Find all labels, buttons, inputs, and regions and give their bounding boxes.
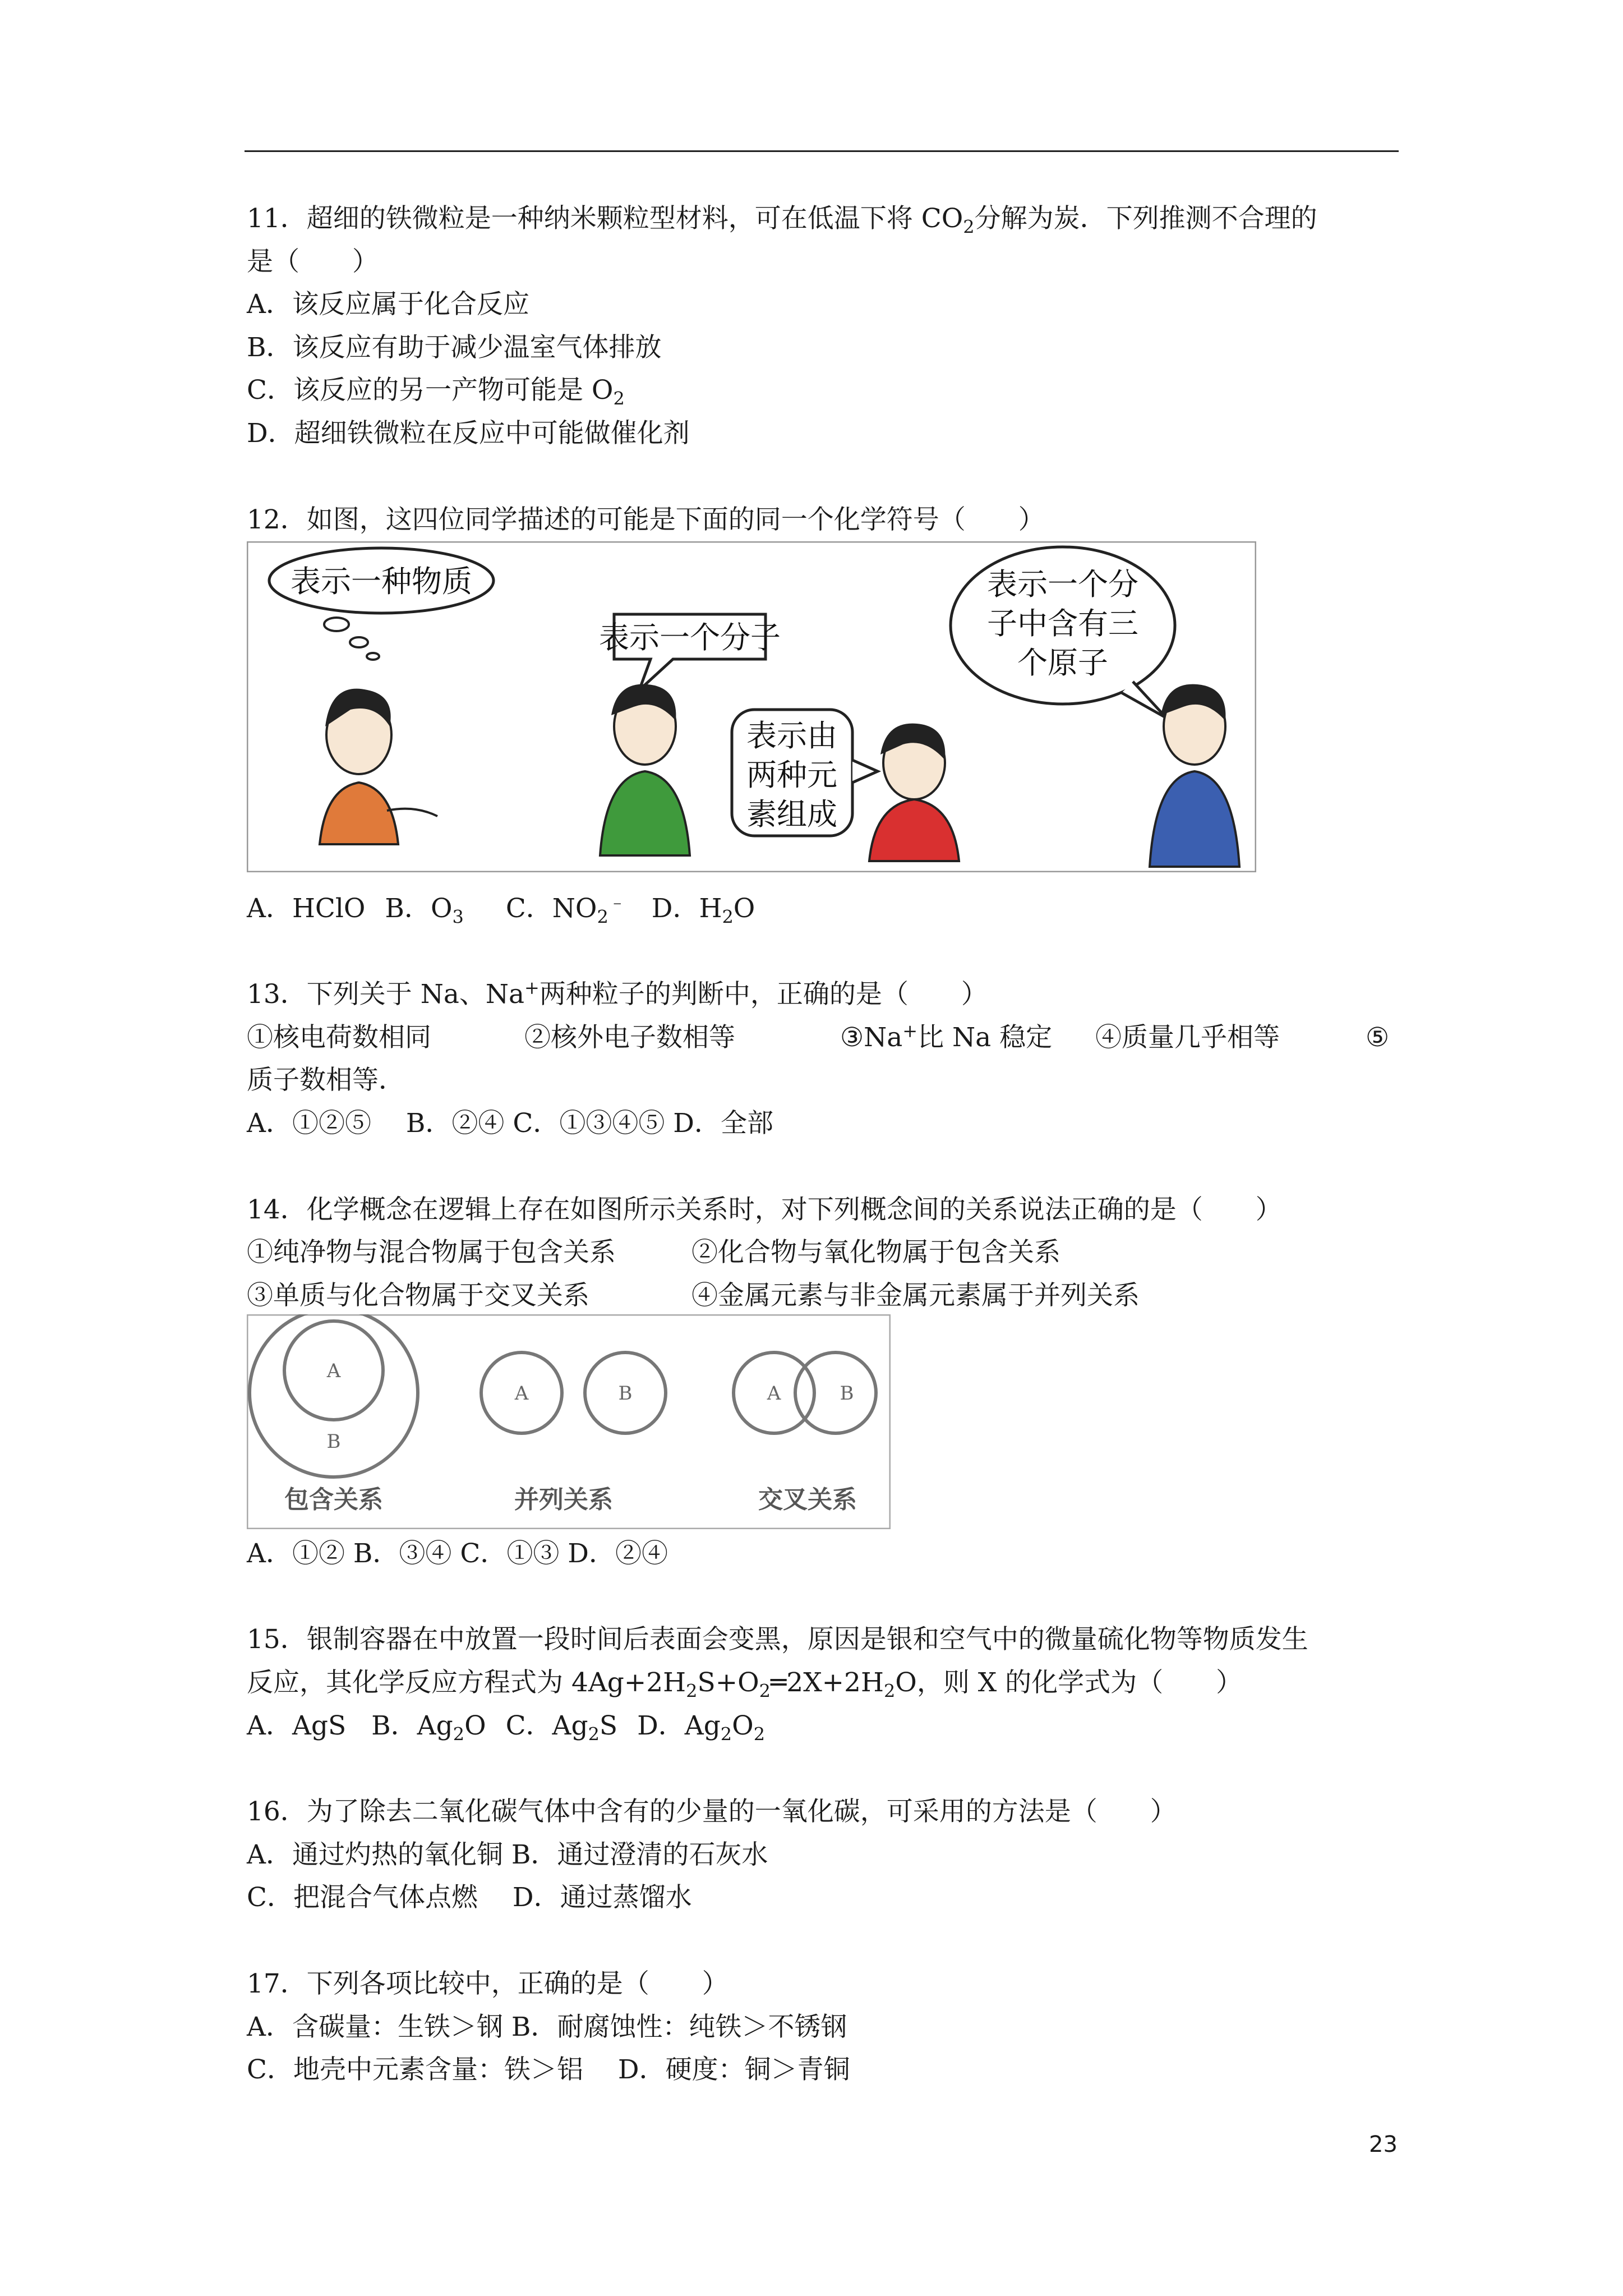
q17-options-line1: A．含碳量：生铁＞钢 B．耐腐蚀性：纯铁＞不锈钢	[247, 2012, 847, 2042]
caption-parallel: 并列关系	[514, 1485, 613, 1514]
q15-option-c-text: C．Ag	[505, 1710, 588, 1741]
q13-stem-part1: 13．下列关于 Na、Na	[247, 979, 525, 1010]
q15-option-c	[506, 1709, 618, 1743]
q13-statement-item2: ②核外电子数相等	[524, 1022, 735, 1053]
q16-options-line1: A．通过灼热的氧化铜 B．通过澄清的石灰水	[247, 1839, 768, 1870]
parallel-label-a: A	[514, 1382, 529, 1405]
intersection-label-a: A	[767, 1382, 781, 1405]
q16-options-line2: C．把混合气体点燃 D．通过蒸馏水	[247, 1882, 692, 1913]
q13-stem-part2: 两种粒子的判断中，正确的是（ ）	[539, 979, 988, 1010]
q13-statement-item5-marker: ⑤	[1366, 1022, 1390, 1053]
q13-statement-item3	[840, 1021, 1052, 1055]
q11-stem-part2: 分解为炭．下列推测不合理的	[974, 203, 1317, 234]
q12-option-c-sup: ﹣	[608, 891, 626, 913]
containment-label-b: B	[326, 1430, 341, 1453]
q15-eq-part3: ═2X+2H	[771, 1667, 884, 1698]
q13-options: A．①②⑤ B．②④ C．①③④⑤ D．全部	[247, 1108, 773, 1139]
containment-label-a: A	[326, 1360, 341, 1382]
q12-option-d-post: O	[733, 893, 755, 924]
q12-option-b	[385, 892, 463, 926]
q11-option-c-sub: 2	[613, 388, 625, 409]
q11-option-a: A．该反应属于化合反应	[247, 289, 529, 320]
bubble4-line3: 个原子	[1017, 645, 1108, 680]
q12-option-c-sub: 2	[597, 906, 608, 928]
header-rule	[245, 150, 1399, 152]
q11-stem-part1: 11．超细的铁微粒是一种纳米颗粒型材料，可在低温下将 CO	[247, 203, 963, 234]
caption-intersection: 交叉关系	[758, 1485, 857, 1514]
q15-option-b-post: O	[464, 1710, 486, 1741]
q15-option-c-sub: 2	[588, 1723, 600, 1745]
q13-stem-sup: +	[524, 977, 540, 999]
q15-eq-sub3: 2	[883, 1680, 896, 1702]
q15-eq-sub1: 2	[686, 1680, 698, 1702]
q15-option-b-text: B．Ag	[371, 1710, 453, 1741]
intersection-label-b: B	[840, 1382, 854, 1405]
bubble3-line2: 两种元	[746, 757, 837, 793]
q11-option-c	[247, 374, 625, 407]
q11-option-c-text: C．该反应的另一产物可能是 O	[247, 375, 614, 406]
q13-item3-sup: +	[902, 1020, 918, 1042]
q15-option-b-sub: 2	[453, 1723, 465, 1745]
q15-option-d-sub2: 2	[753, 1723, 766, 1745]
q12-option-b-text: B．O	[385, 893, 453, 924]
q13-statement-item1: ①核电荷数相同	[247, 1022, 431, 1053]
q14-statement-item1: ①纯净物与混合物属于包含关系	[247, 1237, 616, 1268]
q15-stem-line1: 15．银制容器在中放置一段时间后表面会变黑，原因是银和空气中的微量硫化物等物质发生	[247, 1624, 1308, 1655]
q15-option-c-post: S	[599, 1710, 618, 1741]
q12-option-d	[652, 892, 755, 926]
q15-options	[247, 1709, 765, 1743]
q11-option-b: B．该反应有助于减少温室气体排放	[247, 332, 662, 363]
q14-statement-item2: ②化合物与氧化物属于包含关系	[691, 1237, 1061, 1268]
q12-options	[247, 892, 755, 926]
page-number: 23	[1369, 2132, 1398, 2157]
q15-eq-part1: 反应，其化学反应方程式为 4Ag+2H	[247, 1667, 686, 1698]
q12-option-c	[506, 892, 626, 926]
q14-stem: 14．化学概念在逻辑上存在如图所示关系时，对下列概念间的关系说法正确的是（ ）	[247, 1194, 1282, 1225]
q14-venn-figure	[247, 1314, 891, 1529]
q11-stem	[247, 202, 1317, 236]
q11-stem-sub: 2	[963, 216, 975, 238]
q12-option-d-sub: 2	[722, 906, 734, 928]
q15-eq-part4: O，则 X 的化学式为（ ）	[895, 1667, 1243, 1698]
q15-option-d-text: D．Ag	[637, 1710, 721, 1741]
bubble4-line1: 表示一个分	[987, 567, 1138, 602]
q11-stem-line2: 是（ ）	[247, 246, 379, 277]
q14-statement-item3: ③单质与化合物属于交叉关系	[247, 1280, 589, 1311]
q14-options: A．①② B．③④ C．①③ D．②④	[247, 1538, 668, 1569]
q15-eq-part2: S+O	[697, 1667, 759, 1698]
bubble3-line3: 素组成	[746, 797, 837, 832]
q12-option-c-text: C．NO	[505, 893, 597, 924]
q15-option-d-mid: O	[732, 1710, 754, 1741]
q13-item3-post: 比 Na 稳定	[917, 1022, 1053, 1053]
q11-option-d: D．超细铁微粒在反应中可能做催化剂	[247, 418, 690, 449]
parallel-label-b: B	[618, 1382, 633, 1405]
q13-statement-item4: ④质量几乎相等	[1095, 1022, 1280, 1053]
q14-statement-item4: ④金属元素与非金属元素属于并列关系	[691, 1280, 1140, 1311]
q12-option-b-sub: 3	[452, 906, 464, 928]
q13-statement-item5: 质子数相等．	[247, 1065, 405, 1096]
q17-stem: 17．下列各项比较中，正确的是（ ）	[247, 1968, 728, 1999]
q15-option-d	[637, 1709, 765, 1743]
q12-option-d-text: D．H	[651, 893, 722, 924]
bubble2-text: 表示一个分子	[599, 620, 781, 655]
q16-stem: 16．为了除去二氧化碳气体中含有的少量的一氧化碳，可采用的方法是（ ）	[247, 1796, 1177, 1827]
q17-options-line2: C．地壳中元素含量：铁＞铝 D．硬度：铜＞青铜	[247, 2054, 850, 2085]
q15-option-a: A．AgS	[247, 1710, 347, 1741]
q15-option-d-sub1: 2	[720, 1723, 732, 1745]
bubble4-line2: 子中含有三	[987, 606, 1138, 641]
q15-equation-line	[247, 1666, 1242, 1700]
q12-stem: 12．如图，这四位同学描述的可能是下面的同一个化学符号（ ）	[247, 504, 1045, 535]
bubble3-line1: 表示由	[746, 718, 837, 753]
q12-option-a: A．HClO	[247, 893, 366, 924]
q13-item3-text: ③Na	[840, 1022, 903, 1053]
q12-cartoon-figure	[247, 541, 1256, 872]
q13-stem	[247, 978, 988, 1011]
q15-eq-sub2: 2	[759, 1680, 771, 1702]
caption-containment: 包含关系	[284, 1485, 383, 1514]
q15-option-b	[371, 1709, 486, 1743]
bubble1-text: 表示一种物质	[291, 564, 472, 599]
